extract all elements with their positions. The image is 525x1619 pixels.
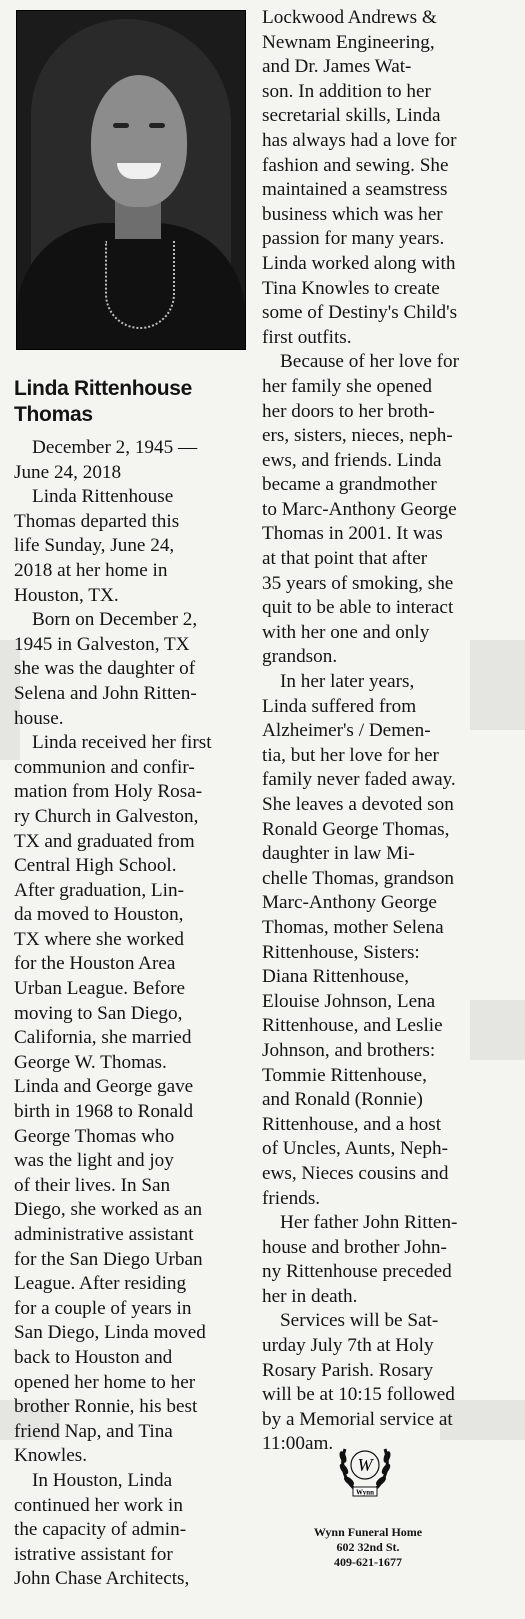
text-line: San Diego, Linda moved: [14, 1322, 206, 1344]
text-line: TX where she worked: [14, 928, 184, 950]
dates-line: December 2, 1945 —: [32, 437, 198, 458]
text-line: urday July 7th at Holy: [262, 1335, 434, 1357]
text-line: California, she married: [14, 1027, 192, 1049]
text-line: mation from Holy Rosa-: [14, 781, 203, 803]
text-line: opened her home to her: [14, 1371, 196, 1393]
text-line: for the Houston Area: [14, 953, 176, 975]
text-line: her family she opened: [262, 375, 432, 397]
text-line: secretarial skills, Linda: [262, 105, 441, 127]
text-line: for the San Diego Urban: [14, 1248, 203, 1270]
text-line: friends.: [262, 1187, 321, 1209]
text-line: Her father John Ritten-: [280, 1212, 458, 1234]
text-line: Linda worked along with: [262, 252, 456, 274]
text-line: Services will be Sat-: [280, 1310, 439, 1332]
text-line: of Uncles, Aunts, Neph-: [262, 1138, 448, 1160]
text-line: fashion and sewing. She: [262, 154, 449, 176]
paragraph: [14, 1469, 250, 1592]
left-body-text: [14, 485, 250, 1592]
text-line: ry Church in Galveston,: [14, 805, 199, 827]
text-line: George W. Thomas.: [14, 1051, 167, 1073]
text-line: John Chase Architects,: [14, 1568, 190, 1590]
text-line: to Marc-Anthony George: [262, 498, 457, 520]
text-line: Linda Rittenhouse: [32, 486, 174, 508]
funeral-home-address: 602 32nd St.: [336, 1540, 400, 1554]
text-line: and Dr. James Wat-: [262, 56, 412, 78]
text-line: she was the daughter of: [14, 658, 196, 680]
text-line: ny Rittenhouse preceded: [262, 1261, 452, 1283]
text-line: Linda suffered from: [262, 695, 417, 717]
text-line: maintained a seamstress: [262, 179, 448, 201]
paragraph: [262, 670, 512, 1211]
text-line: continued her work in: [14, 1494, 183, 1516]
text-line: ers, sisters, nieces, neph-: [262, 425, 453, 447]
text-line: of their lives. In San: [14, 1174, 171, 1196]
paragraph: [14, 608, 250, 731]
text-line: birth in 1968 to Ronald: [14, 1101, 194, 1123]
paragraph: [262, 6, 512, 350]
paragraph: [14, 731, 250, 1469]
text-line: and Ronald (Ronnie): [262, 1089, 423, 1111]
text-line: Alzheimer's / Demen-: [262, 720, 431, 742]
text-line: at that point that after: [262, 548, 428, 570]
text-line: Rittenhouse, Sisters:: [262, 941, 420, 963]
text-line: friend Nap, and Tina: [14, 1420, 173, 1442]
text-line: Diego, she worked as an: [14, 1199, 203, 1221]
text-line: chelle Thomas, grandson: [262, 867, 455, 889]
text-line: tia, but her love for her: [262, 744, 439, 766]
text-line: moving to San Diego,: [14, 1002, 183, 1024]
text-line: passion for many years.: [262, 228, 445, 250]
paragraph: [14, 485, 250, 608]
text-line: her doors to her broth-: [262, 400, 435, 422]
text-line: Ronald George Thomas,: [262, 818, 450, 840]
funeral-home-phone: 409-621-1677: [334, 1555, 402, 1569]
text-line: Johnson, and brothers:: [262, 1039, 436, 1061]
text-line: by a Memorial service at: [262, 1408, 453, 1430]
life-dates: [14, 436, 250, 485]
text-line: life Sunday, June 24,: [14, 535, 175, 557]
right-body-text: [262, 6, 512, 1457]
text-line: Knowles.: [14, 1445, 88, 1467]
paragraph: [262, 1211, 512, 1309]
text-line: 11:00am.: [262, 1433, 334, 1455]
obituary-name: [14, 376, 250, 428]
text-line: In Houston, Linda: [32, 1469, 173, 1491]
text-line: 35 years of smoking, she: [262, 572, 454, 594]
text-line: Marc-Anthony George: [262, 892, 437, 914]
text-line: family never faded away.: [262, 769, 456, 791]
text-line: business which was her: [262, 203, 443, 225]
text-line: house.: [14, 707, 64, 729]
text-line: Rosary Parish. Rosary: [262, 1359, 434, 1381]
text-line: Thomas departed this: [14, 510, 180, 532]
text-line: In her later years,: [280, 671, 415, 693]
text-line: the capacity of admin-: [14, 1519, 187, 1541]
text-line: istrative assistant for: [14, 1543, 173, 1565]
paragraph: [262, 350, 512, 670]
text-line: became a grandmother: [262, 474, 437, 496]
text-line: Thomas in 2001. It was: [262, 523, 443, 545]
text-line: brother Ronnie, his best: [14, 1396, 198, 1418]
text-line: Diana Rittenhouse,: [262, 966, 410, 988]
right-column: [262, 6, 512, 1457]
text-line: Linda and George gave: [14, 1076, 194, 1098]
text-line: for a couple of years in: [14, 1297, 192, 1319]
name-line: Linda Rittenhouse: [14, 377, 193, 400]
text-line: grandson.: [262, 646, 338, 668]
text-line: communion and confir-: [14, 756, 195, 778]
text-line: will be at 10:15 followed: [262, 1384, 455, 1406]
text-line: ews, and friends. Linda: [262, 449, 442, 471]
text-line: some of Destiny's Child's: [262, 302, 458, 324]
text-line: Because of her love for: [280, 351, 460, 373]
text-line: da moved to Houston,: [14, 904, 184, 926]
text-line: daughter in law Mi-: [262, 843, 415, 865]
portrait-photo: [16, 10, 246, 350]
text-line: George Thomas who: [14, 1125, 175, 1147]
left-column: [14, 10, 250, 1592]
wynn-wreath-logo: [335, 1437, 395, 1501]
text-line: has always had a love for: [262, 129, 457, 151]
text-line: League. After residing: [14, 1273, 187, 1295]
dates-line: June 24, 2018: [14, 461, 122, 483]
text-line: was the light and joy: [14, 1150, 174, 1172]
text-line: Tina Knowles to create: [262, 277, 440, 299]
text-line: her in death.: [262, 1285, 358, 1307]
text-line: Thomas, mother Selena: [262, 916, 444, 938]
text-line: Selena and John Ritten-: [14, 682, 197, 704]
text-line: Tommie Rittenhouse,: [262, 1064, 427, 1086]
text-line: Rittenhouse, and Leslie: [262, 1015, 443, 1037]
text-line: back to Houston and: [14, 1346, 173, 1368]
funeral-home-name: Wynn Funeral Home: [313, 1525, 423, 1539]
text-line: quit to be able to interact: [262, 597, 454, 619]
text-line: Central High School.: [14, 855, 177, 877]
logo-text: Wynn: [355, 1488, 375, 1497]
text-line: first outfits.: [262, 326, 352, 348]
svg-text:W: W: [357, 1455, 373, 1475]
text-line: Linda received her first: [32, 732, 212, 754]
text-line: Rittenhouse, and a host: [262, 1113, 442, 1135]
text-line: Lockwood Andrews &: [262, 7, 437, 28]
text-line: ews, Nieces cousins and: [262, 1162, 449, 1184]
text-line: house and brother John-: [262, 1236, 447, 1258]
text-line: 1945 in Galveston, TX: [14, 633, 190, 655]
text-line: administrative assistant: [14, 1224, 194, 1245]
funeral-home-info: [300, 1525, 436, 1570]
text-line: Newnam Engineering,: [262, 31, 435, 53]
text-line: Urban League. Before: [14, 978, 186, 1000]
text-line: son. In addition to her: [262, 80, 431, 102]
text-line: with her one and only: [262, 621, 430, 643]
text-line: Elouise Johnson, Lena: [262, 990, 436, 1012]
text-line: Born on December 2,: [32, 609, 198, 631]
text-line: After graduation, Lin-: [14, 879, 184, 901]
text-line: TX and graduated from: [14, 830, 195, 852]
name-line: Thomas: [14, 403, 93, 426]
text-line: Houston, TX.: [14, 584, 119, 606]
paragraph: [262, 1309, 512, 1457]
text-line: 2018 at her home in: [14, 559, 168, 581]
text-line: She leaves a devoted son: [262, 794, 454, 815]
